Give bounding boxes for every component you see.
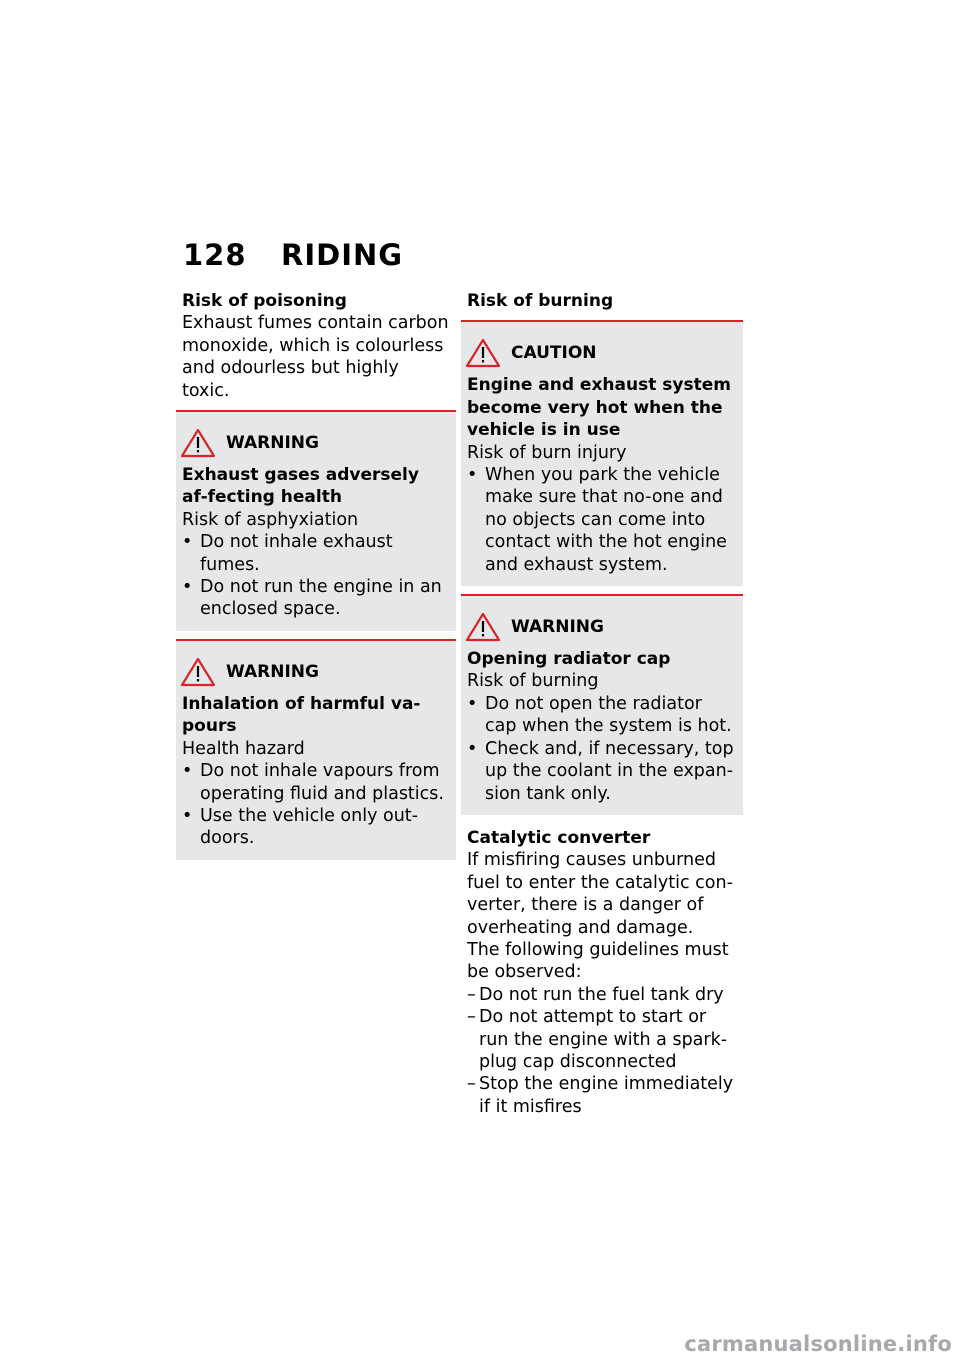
list-item: • Do not open the radiator cap when the system is hot. (467, 693, 737, 738)
left-column (182, 290, 450, 860)
page-number: 128 (183, 238, 247, 272)
catalytic-heading: Catalytic converter (467, 827, 651, 848)
warning-risk: Health hazard (182, 738, 305, 759)
warning-triangle-icon (465, 612, 501, 642)
warning-label: WARNING (511, 617, 604, 638)
poisoning-heading: Risk of poisoning (182, 291, 347, 311)
catalytic-guidelines-intro: The following guidelines must be observed: (467, 939, 729, 983)
warning-title: Inhalation of harmful va-pours (182, 693, 421, 737)
warning-box-radiator (461, 594, 743, 815)
warning-label: WARNING (226, 433, 319, 454)
list-item: • Do not inhale exhaust fumes. (182, 531, 450, 576)
warning-triangle-icon (465, 338, 501, 368)
list-item: • When you park the vehicle make sure that no-one and no objects can come into contact with the hot engine and exhaust system. (467, 464, 737, 576)
section-title: RIDING (281, 238, 404, 272)
warning-label: WARNING (226, 661, 319, 682)
burning-heading: Risk of burning (467, 291, 614, 311)
caution-box-header (465, 336, 737, 370)
list-item: • Do not run the engine in an enclosed space. (182, 576, 450, 621)
warning-risk: Risk of asphyxiation (182, 509, 359, 530)
warning-box-header (465, 610, 737, 644)
watermark: carmanualsonline.info (684, 1332, 952, 1356)
warning-box-header (180, 655, 450, 689)
list-item: • Use the vehicle only out-doors. (182, 805, 450, 850)
warning-title: Exhaust gases adversely af-fecting health (182, 465, 419, 508)
list-item: • Do not inhale vapours from operating fluid and plastics. (182, 760, 450, 805)
warning-risk: Risk of burning (467, 671, 599, 692)
list-item: – Do not attempt to start or run the engine with a spark-plug cap disconnected (467, 1006, 737, 1073)
poisoning-body: Exhaust fumes contain carbon monoxide, which is colourless and odourless but highly toxic. (182, 313, 449, 401)
catalytic-body: If misfiring causes unburned fuel to enter the catalytic con-verter, there is a danger of overheating and damage. (467, 850, 733, 938)
caution-label: CAUTION (511, 343, 597, 364)
list-item: • Check and, if necessary, top up the coolant in the expan-sion tank only. (467, 738, 737, 805)
warning-triangle-icon (180, 428, 216, 458)
warning-triangle-icon (180, 657, 216, 687)
warning-box-vapours (176, 639, 456, 860)
right-column (467, 290, 737, 1118)
page-header (183, 238, 403, 272)
caution-box-hot-engine (461, 320, 743, 586)
caution-risk: Risk of burn injury (467, 442, 627, 463)
list-item: – Stop the engine immediately if it misfires (467, 1073, 737, 1118)
list-item: – Do not run the fuel tank dry (467, 984, 737, 1006)
warning-box-exhaust (176, 410, 456, 631)
warning-title: Opening radiator cap (467, 649, 671, 670)
warning-box-header (180, 426, 450, 460)
caution-title: Engine and exhaust system become very hot when the vehicle is in use (467, 375, 731, 441)
